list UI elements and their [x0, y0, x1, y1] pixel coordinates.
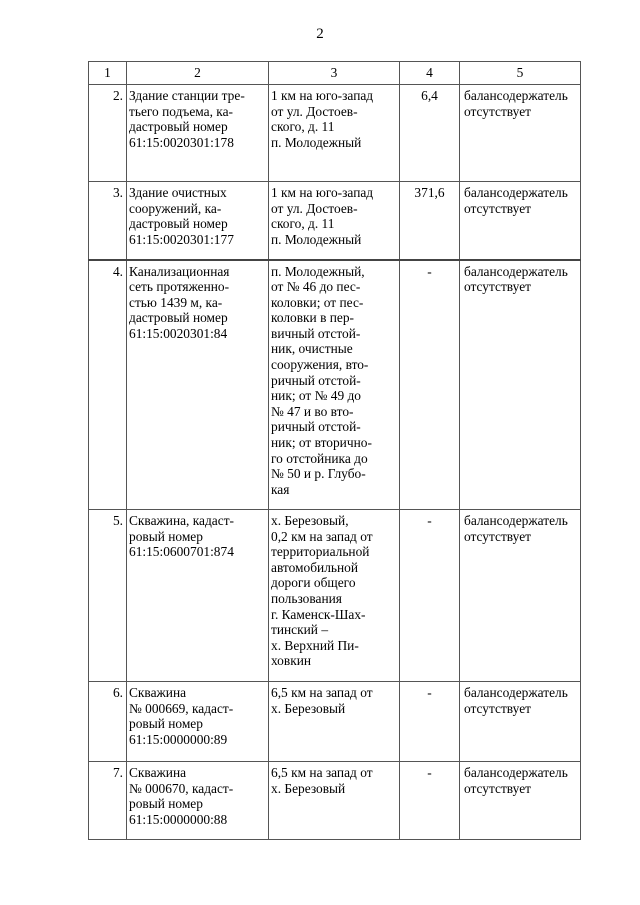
row-number: 3. [89, 182, 127, 260]
column-header-3: 3 [269, 62, 400, 85]
object-address: х. Березовый, 0,2 км на запад от территориальной автомобильной дороги общего пользования г. Каменск-Шах- тинский – х. Верхний Пи- ховкин [269, 510, 400, 682]
balance-holder: балансодержатель отсутствует [460, 182, 581, 260]
object-area: - [400, 682, 460, 762]
table-row [89, 510, 581, 682]
object-area: 371,6 [400, 182, 460, 260]
column-header-1: 1 [89, 62, 127, 85]
object-address: п. Молодежный, от № 46 до пес- коловки; от пес- коловки в пер- вичный отстой- ник, очистные сооружения, вто- ричный отстой- ник; от № 49 до № 47 и во вто- ричный отстой- ник; от вторично- го отстойника до № 50 и р. Глубо- кая [269, 260, 400, 510]
object-name: Скважина № 000669, кадаст- ровый номер 61:15:0000000:89 [127, 682, 269, 762]
column-header-4: 4 [400, 62, 460, 85]
row-number: 6. [89, 682, 127, 762]
page-number: 2 [316, 26, 324, 42]
property-registry-table [88, 61, 581, 840]
row-number: 2. [89, 85, 127, 182]
table-row [89, 182, 581, 260]
object-address: 6,5 км на запад от х. Березовый [269, 682, 400, 762]
balance-holder: балансодержатель отсутствует [460, 762, 581, 840]
object-address: 1 км на юго-запад от ул. Достоев- ского, д. 11 п. Молодежный [269, 182, 400, 260]
row-number: 5. [89, 510, 127, 682]
row-number: 7. [89, 762, 127, 840]
balance-holder: балансодержатель отсутствует [460, 85, 581, 182]
object-name: Здание очистных сооружений, ка- дастровый номер 61:15:0020301:177 [127, 182, 269, 260]
object-name: Здание станции тре- тьего подъема, ка- дастровый номер 61:15:0020301:178 [127, 85, 269, 182]
balance-holder: балансодержатель отсутствует [460, 260, 581, 510]
table-row [89, 85, 581, 182]
object-name: Скважина, кадаст- ровый номер 61:15:0600701:874 [127, 510, 269, 682]
table-row [89, 762, 581, 840]
row-number: 4. [89, 260, 127, 510]
column-number-row [89, 62, 581, 85]
balance-holder: балансодержатель отсутствует [460, 682, 581, 762]
table-row [89, 260, 581, 510]
object-name: Скважина № 000670, кадаст- ровый номер 61:15:0000000:88 [127, 762, 269, 840]
object-address: 1 км на юго-запад от ул. Достоев- ского, д. 11 п. Молодежный [269, 85, 400, 182]
balance-holder: балансодержатель отсутствует [460, 510, 581, 682]
object-area: - [400, 260, 460, 510]
object-address: 6,5 км на запад от х. Березовый [269, 762, 400, 840]
object-area: - [400, 510, 460, 682]
object-name: Канализационная сеть протяженно- стью 1439 м, ка- дастровый номер 61:15:0020301:84 [127, 260, 269, 510]
column-header-5: 5 [460, 62, 581, 85]
column-header-2: 2 [127, 62, 269, 85]
object-area: - [400, 762, 460, 840]
object-area: 6,4 [400, 85, 460, 182]
table-row [89, 682, 581, 762]
